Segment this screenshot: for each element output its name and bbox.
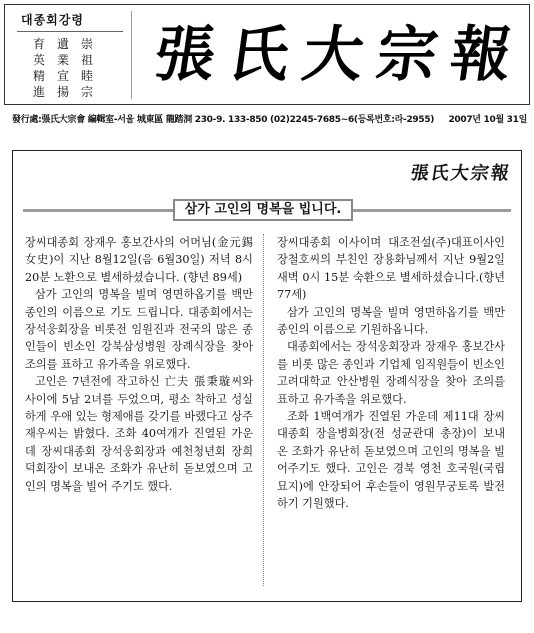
right-column xyxy=(277,234,505,513)
motto-char: 精 xyxy=(33,69,46,83)
paragraph: 삼가 고인의 명복을 빌며 영면하옵기를 백만종인의 이름으로 기도 드립니다. 대종회에서는 장석웅회장을 비롯전 임원진과 전국의 많은 종인들이 빈소인 강북삼성병원 장례식장을 찾아 조의를 표하고 유가족을 위로했다. xyxy=(25,288,253,371)
motto-divider xyxy=(17,31,123,32)
paragraph: 장씨대종회 이사이며 대조전설(주)대표이사인 장철호씨의 부친인 장용화님께서 지난 9월2일 새벽 0시 15분 숙환으로 별세하셨습니다.(향년77세) xyxy=(277,236,505,302)
motto-char: 進 xyxy=(33,85,46,99)
motto-char: 宗 xyxy=(81,85,94,99)
issue-date: 2007년 10월 31일 xyxy=(448,115,527,125)
motto-grid xyxy=(33,37,105,100)
headline: 삼가 고인의 명복을 빕니다. xyxy=(173,199,353,221)
motto-char: 業 xyxy=(57,53,70,67)
paragraph: 고인은 7년전에 작고하신 亡夫 張秉璇씨와 사이에 5남 2녀를 두었으며, 평소 착하고 성실하게 우애 있는 형제애를 갖기를 바랬다고 상주 재우씨는 밝혔다. 조화 40여개가 진열된 가운데 장씨대종회 장석웅회장과 예천청년회 장희덕회장이 보내온 조화가 유난히 돋보였으며 고인의 명복을 빌어 주기도 했다. xyxy=(25,375,253,493)
obituary-article xyxy=(12,150,522,602)
column-divider xyxy=(263,234,264,586)
left-column xyxy=(25,234,253,495)
motto-char: 睦 xyxy=(81,69,94,83)
paragraph: 장씨대종회 장재우 홍보간사의 어머님(金元錫 女史)이 지난 8월12일(음 6월30일) 저녁 8시20분 노환으로 별세하셨습니다. (향년 89세) xyxy=(25,236,253,284)
paragraph: 조화 1백여개가 진열된 가운데 제11대 장씨대종회 장을병회장(전 성균관대 총장)이 보내온 조화가 유난히 돋보였으며 고인의 명복을 빌어주기도 했다. 고인은 경북 영천 호국원(국립묘지)에 안장되어 후손들이 영원무궁토록 발전하기 기원했다. xyxy=(277,410,505,511)
publication-info xyxy=(12,112,527,125)
motto-char: 祖 xyxy=(81,53,94,67)
motto-box xyxy=(11,11,132,99)
publisher-address: 發行處:張氏大宗會 編輯室-서울 城東區 龍踏洞 230-9. 133-850 (02)2245-7685~6(등록번호:라-2955) xyxy=(12,115,435,125)
motto-char: 宣 xyxy=(57,69,70,83)
motto-char: 遺 xyxy=(57,37,70,51)
motto-char: 育 xyxy=(33,37,46,51)
headline-banner xyxy=(23,199,511,221)
motto-char: 揚 xyxy=(57,85,70,99)
article-logo: 張氏大宗報 xyxy=(409,163,513,184)
newspaper-title: 張氏大宗報 xyxy=(150,20,530,90)
masthead xyxy=(4,4,530,105)
paragraph: 대종회에서는 장석웅회장과 장재우 홍보간사를 비롯 많은 종인과 기업체 임직원들이 빈소인 고려대학교 안산병원 장례식장을 찾아 조의를 표하고 유가족을 위로했다. xyxy=(277,340,505,406)
motto-char: 崇 xyxy=(81,37,94,51)
paragraph: 삼가 고인의 명복을 빌며 영면하옵기를 백만종인의 이름으로 기원하옵니다. xyxy=(277,305,505,337)
motto-title: 대종회강령 xyxy=(21,13,84,27)
motto-char: 英 xyxy=(33,53,46,67)
